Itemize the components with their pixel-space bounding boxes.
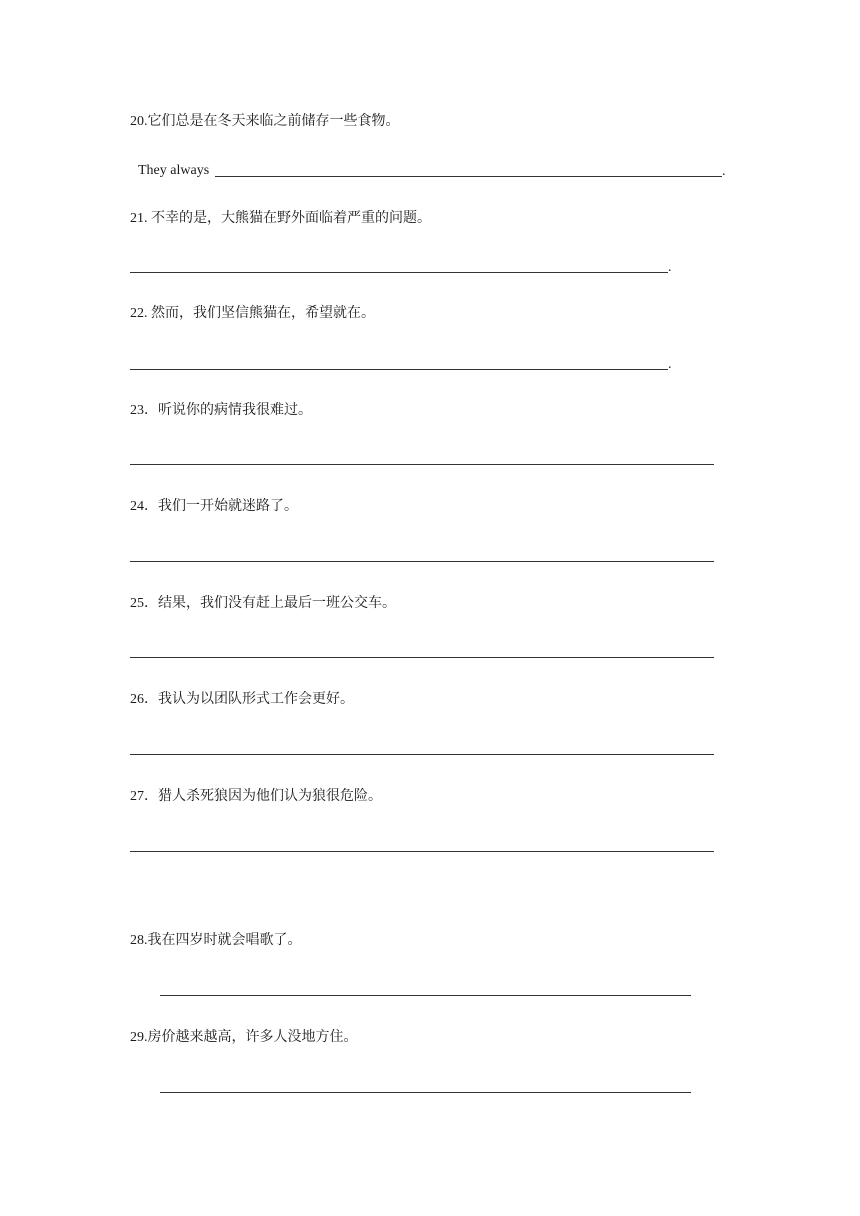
question-26: 26．我认为以团队形式工作会更好。 xyxy=(130,692,354,707)
question-24: 24．我们一开始就迷路了。 xyxy=(130,499,298,514)
question-25: 25．结果，我们没有赶上最后一班公交车。 xyxy=(130,596,396,611)
question-28: 28.我在四岁时就会唱歌了。 xyxy=(130,933,302,948)
answer-line-22[interactable] xyxy=(130,369,668,370)
question-20: 20.它们总是在冬天来临之前储存一些食物。 xyxy=(130,114,400,129)
question-22: 22. 然而，我们坚信熊猫在，希望就在。 xyxy=(130,306,375,321)
question-29: 29.房价越来越高，许多人没地方住。 xyxy=(130,1030,358,1045)
answer-line-20[interactable] xyxy=(215,176,722,177)
answer-line-29[interactable] xyxy=(160,1092,691,1093)
question-21: 21. 不幸的是，大熊猫在野外面临着严重的问题。 xyxy=(130,211,431,226)
answer-line-24[interactable] xyxy=(130,561,714,562)
question-23: 23．听说你的病情我很难过。 xyxy=(130,403,312,418)
answer-period-22: . xyxy=(668,357,672,372)
answer-line-26[interactable] xyxy=(130,754,714,755)
question-27: 27．猎人杀死狼因为他们认为狼很危险。 xyxy=(130,789,382,804)
answer-line-27[interactable] xyxy=(130,851,714,852)
answer-line-23[interactable] xyxy=(130,464,714,465)
answer-period-21: . xyxy=(668,260,672,275)
answer-line-25[interactable] xyxy=(130,657,714,658)
answer-prefix-20: They always xyxy=(138,163,210,178)
answer-period-20: . xyxy=(722,164,726,179)
answer-line-28[interactable] xyxy=(160,995,691,996)
answer-line-21[interactable] xyxy=(130,272,668,273)
